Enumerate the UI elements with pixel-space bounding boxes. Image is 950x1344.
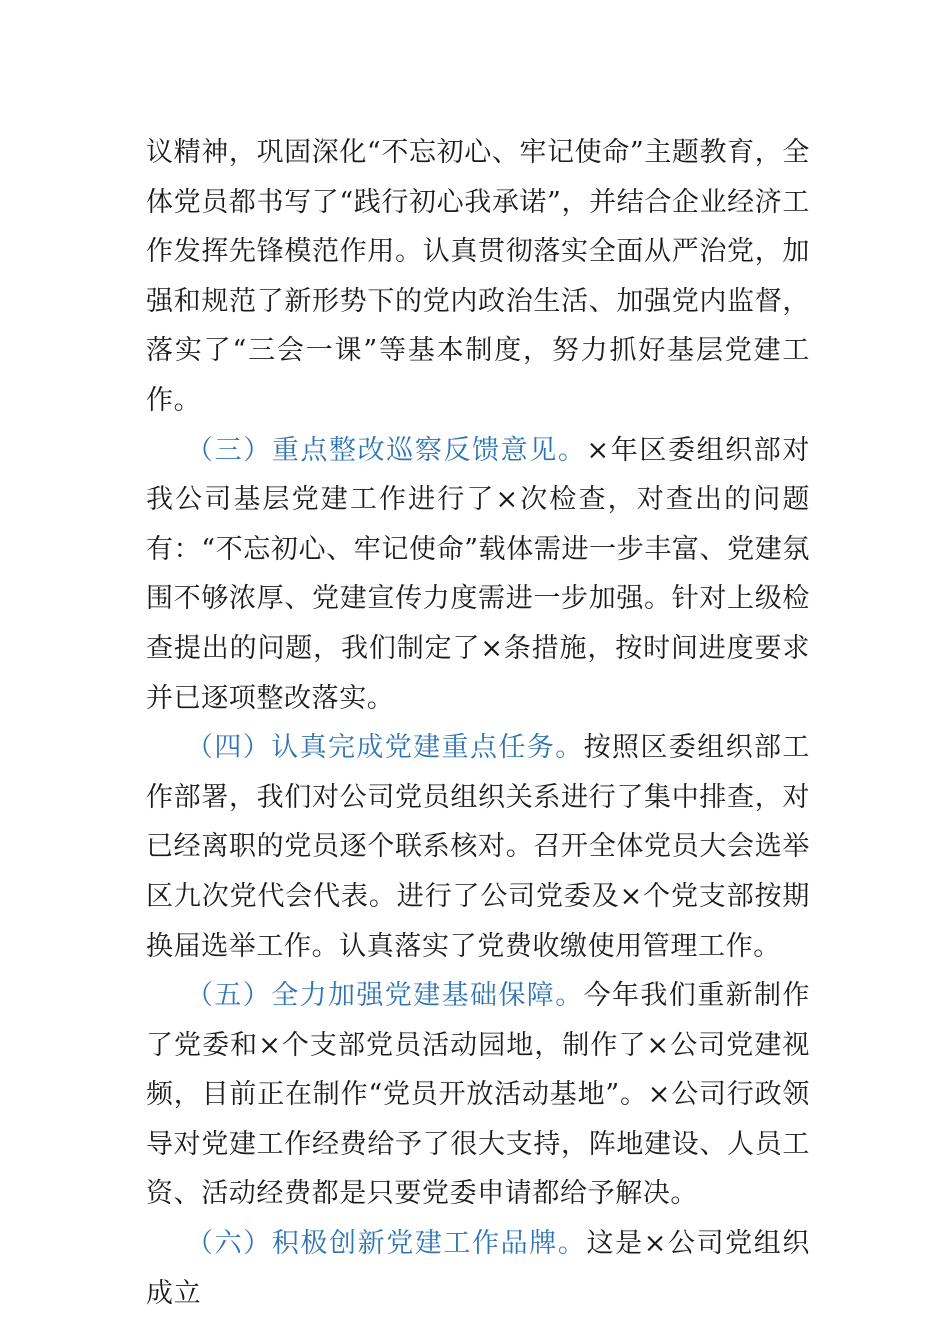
paragraph-body: 这是×公司党组织成立: [146, 1228, 810, 1309]
paragraph-body: 今年我们重新制作了党委和×个支部党员活动园地，制作了×公司党建视频，目前正在制作“党员开放活动基地”。×公司行政领导对党建工作经费给予了很大支持，阵地建设、人员工资、活动经费都是只要党委申请都给予解决。: [146, 980, 810, 1210]
document-body: [146, 128, 810, 1318]
paragraph-continuation: [146, 128, 810, 426]
section-heading: （三）重点整改巡察反馈意见。: [186, 434, 587, 466]
paragraph-section-5: [146, 971, 810, 1219]
paragraph-section-3: [146, 426, 810, 724]
section-heading: （四）认真完成党建重点任务。: [186, 732, 584, 764]
paragraph-body: ×年区委组织部对我公司基层党建工作进行了×次检查，对查出的问题有：“不忘初心、牢记使命”载体需进一步丰富、党建氛围不够浓厚、党建宣传力度需进一步加强。针对上级检查提出的问题，我们制定了×条措施，按时间进度要求并已逐项整改落实。: [146, 434, 810, 714]
section-heading: （六）积极创新党建工作品牌。: [186, 1228, 587, 1260]
paragraph-body: 议精神，巩固深化“不忘初心、牢记使命”主题教育，全体党员都书写了“践行初心我承诺”，并结合企业经济工作发挥先锋模范作用。认真贯彻落实全面从严治党，加强和规范了新形势下的党内政治生活、加强党内监督，落实了“三会一课”等基本制度，努力抓好基层党建工作。: [146, 137, 810, 416]
paragraph-section-6: [146, 1219, 810, 1318]
paragraph-body: 按照区委组织部工作部署，我们对公司党员组织关系进行了集中排查，对已经离职的党员逐个联系核对。召开全体党员大会选举区九次党代会代表。进行了公司党委及×个党支部按期换届选举工作。认真落实了党费收缴使用管理工作。: [146, 732, 810, 962]
section-heading: （五）全力加强党建基础保障。: [186, 980, 584, 1012]
paragraph-section-4: [146, 723, 810, 971]
